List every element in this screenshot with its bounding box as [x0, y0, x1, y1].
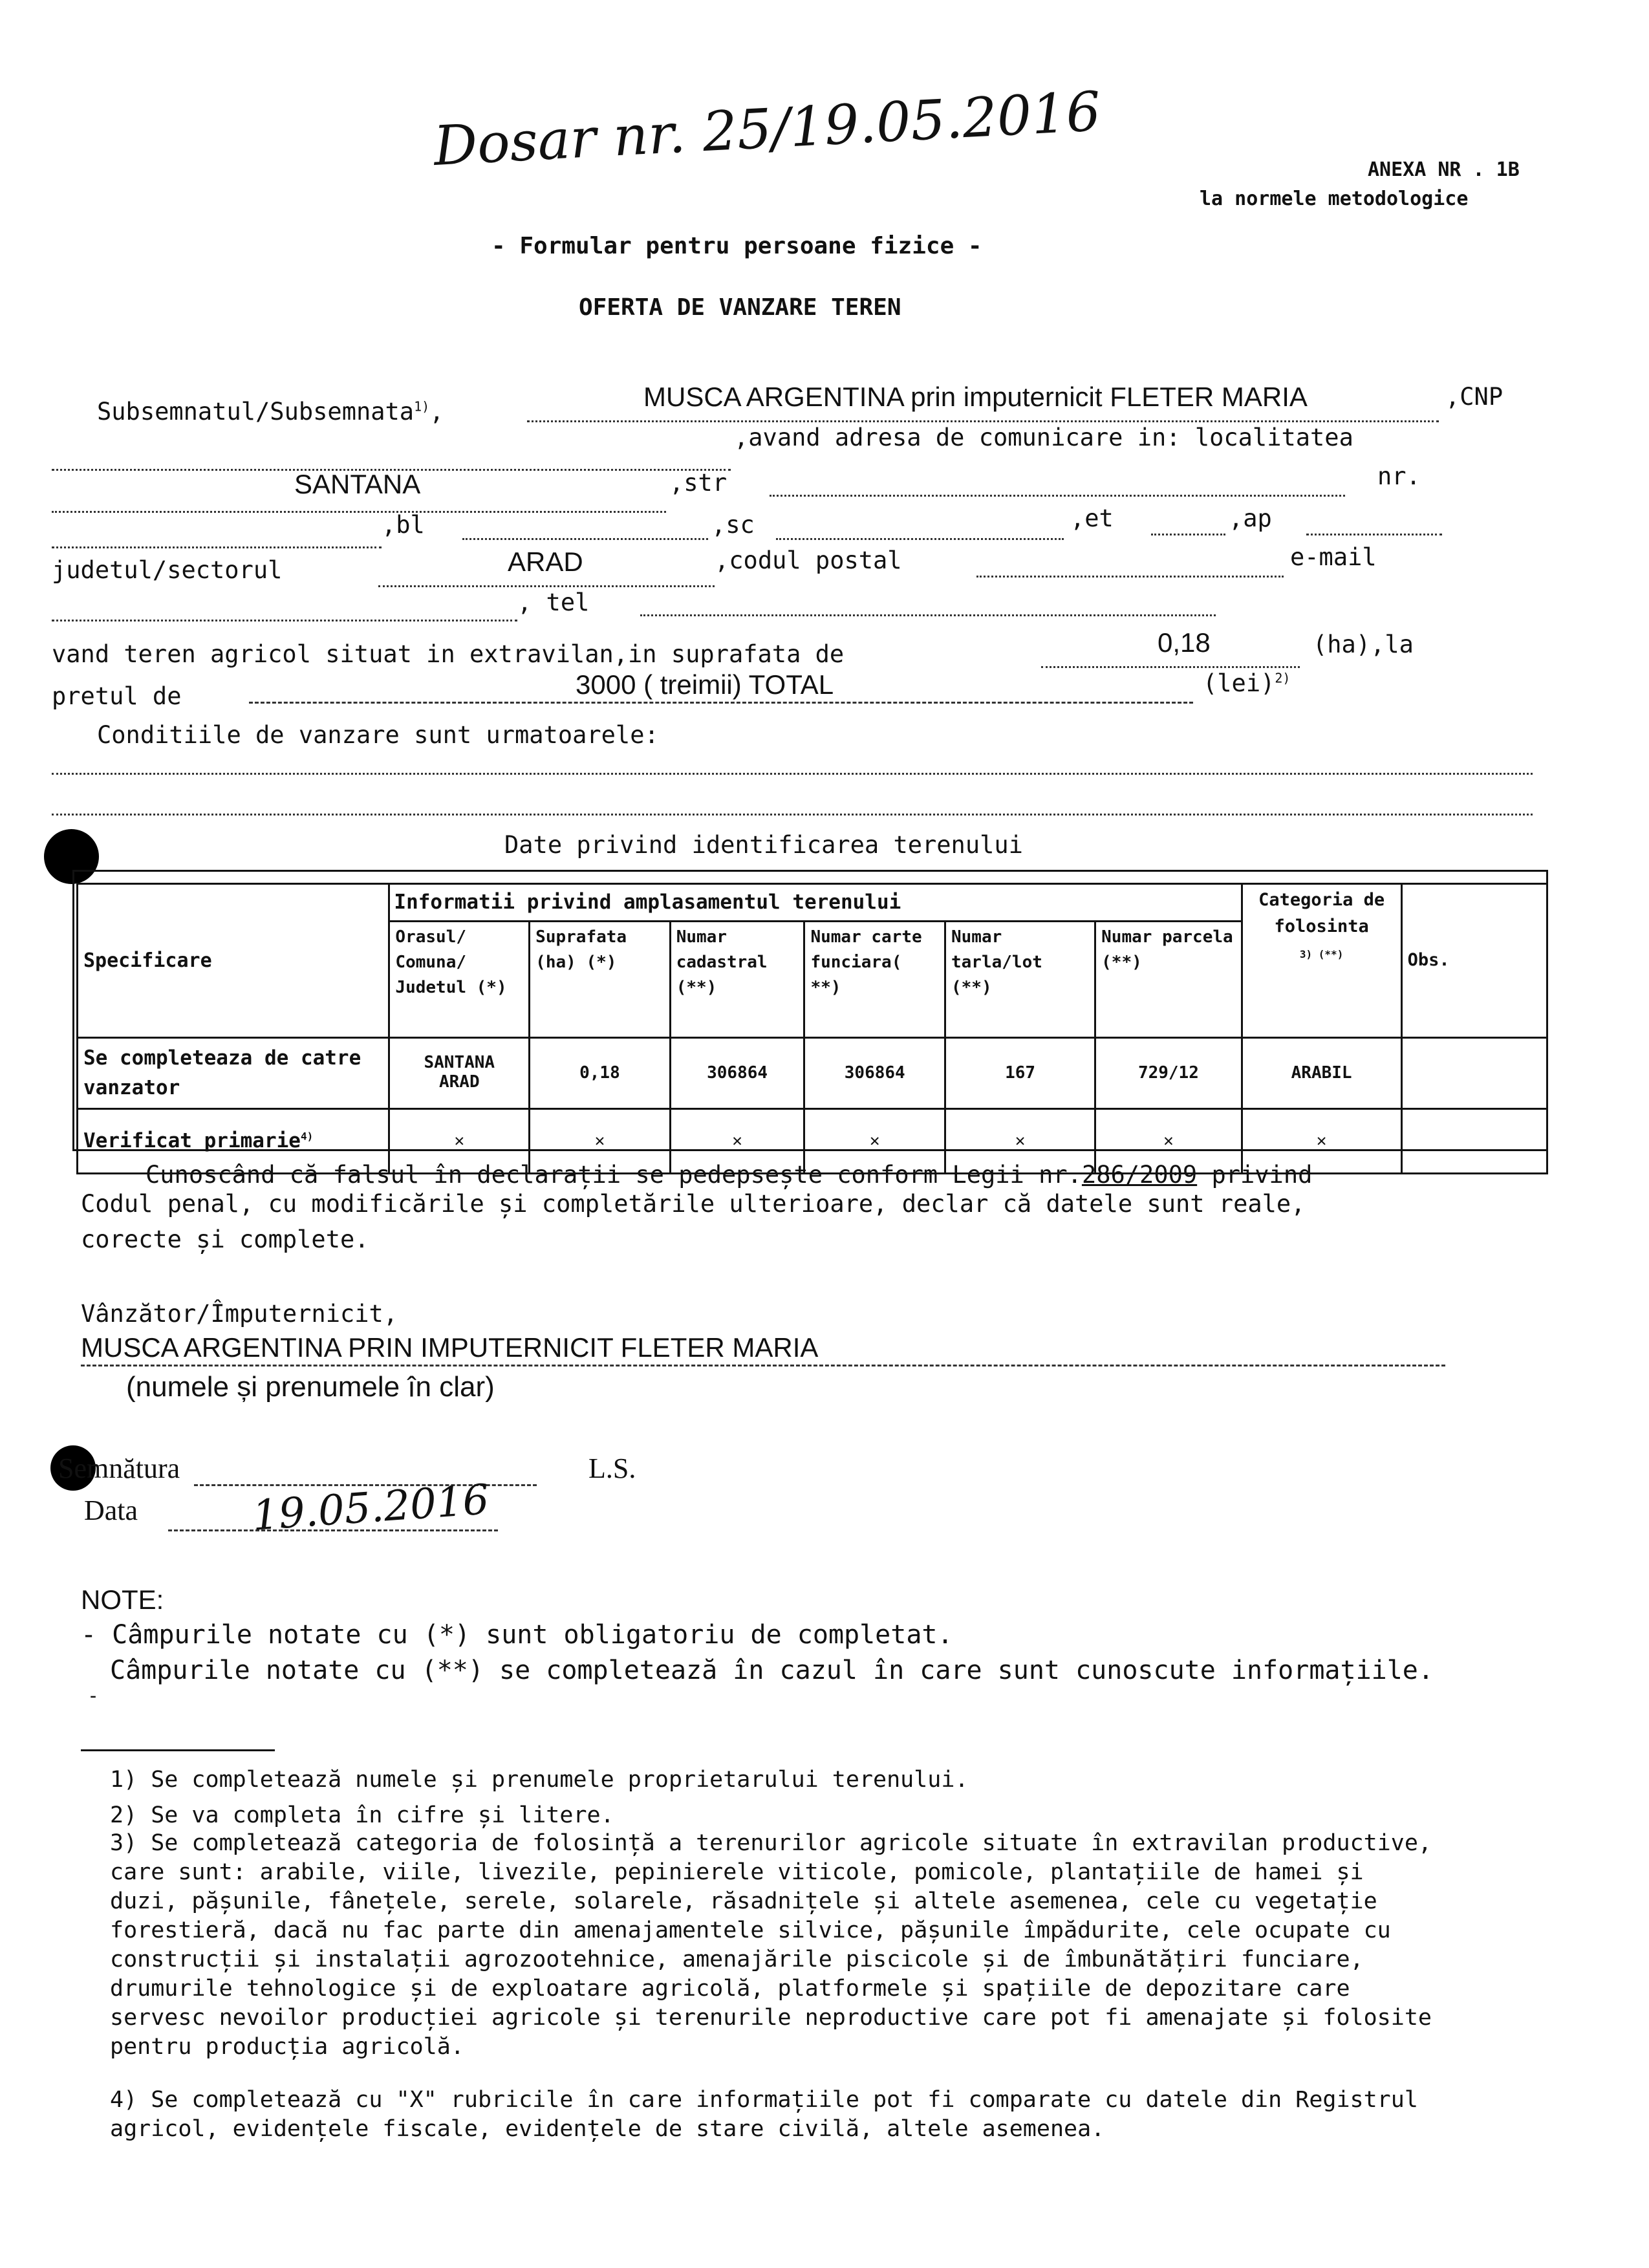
footnote-4-line: 4) Se completează cu "X" rubricile în care informațiile pot fi comparate cu datele din Registrul	[110, 2087, 1418, 2113]
footnote-2: 2) Se va completa în cifre și litere.	[110, 1802, 614, 1828]
conditii-label: Conditiile de vanzare sunt urmatoarele:	[97, 721, 659, 749]
judetul-value[interactable]: ARAD	[508, 546, 583, 577]
nr-line	[52, 546, 382, 548]
vanzator-value[interactable]: MUSCA ARGENTINA PRIN IMPUTERNICIT FLETER MARIA	[81, 1332, 819, 1363]
check-mark-cadastral[interactable]: ✕	[670, 1108, 804, 1173]
check-cell-obs[interactable]	[1401, 1108, 1547, 1173]
group-header: Informatii privind amplasamentul terenului	[389, 884, 1242, 922]
note-line-3: -	[87, 1685, 100, 1707]
footnote-3	[110, 1829, 1432, 2062]
page-title: OFERTA DE VANZARE TEREN	[579, 294, 901, 321]
footnote-separator	[81, 1749, 275, 1751]
check-mark-localitate[interactable]: ✕	[389, 1108, 530, 1173]
judetul-label: judetul/sectorul	[52, 556, 283, 584]
declaratie-line-2: Codul penal, cu modificările și completările ulterioare, declar că datele sunt reale,	[81, 1190, 1306, 1218]
ap-label: ,ap	[1229, 504, 1272, 532]
check-mark-categoria[interactable]: ✕	[1242, 1108, 1401, 1173]
et-label: ,et	[1070, 504, 1114, 532]
footnote-3-line: drumurile tehnologice și de exploatare agricolă, platformele și spațiile de depozitare care	[110, 1976, 1350, 2002]
str-line	[770, 495, 1345, 497]
cell-parcela[interactable]: 729/12	[1095, 1037, 1242, 1108]
footnote-3-line: construcții și instalații agrozootehnice, amenajările piscicole și de îmbunătățiri funciare,	[110, 1947, 1364, 1972]
cell-categoria[interactable]: ARABIL	[1242, 1037, 1401, 1108]
col-header-suprafata: Suprafata (ha) (*)	[530, 921, 671, 1037]
subsemnatul-value[interactable]: MUSCA ARGENTINA prin imputernicit FLETER MARIA	[643, 382, 1308, 412]
subsemnatul-label: Subsemnatul/Subsemnata$^{1)}$,	[97, 398, 444, 426]
cell-cadastral[interactable]: 306864	[670, 1037, 804, 1108]
tel-label: , tel	[517, 589, 590, 616]
adresa-label: ,avand adresa de comunicare in: localitatea	[734, 424, 1353, 451]
footnote-3-line: pentru producția agricolă.	[110, 2034, 464, 2060]
footnote-3-line: 3) Se completează categoria de folosință a terenurilor agricole situate în extravilan productive,	[110, 1830, 1432, 1856]
judetul-line	[378, 585, 715, 587]
footnote-4	[110, 2086, 1418, 2144]
cell-suprafata[interactable]: 0,18	[530, 1037, 671, 1108]
note-line-2: Câmpurile notate cu (**) se completează în cazul în care sunt cunoscute informațiile.	[110, 1656, 1434, 1685]
lei-label: (lei)$^{2)}$	[1203, 669, 1291, 697]
cell-obs[interactable]	[1401, 1037, 1547, 1108]
note-line-1: - Câmpurile notate cu (*) sunt obligatoriu de completat.	[81, 1620, 953, 1650]
ap-line	[1306, 534, 1442, 535]
table-caption: Date privind identificarea terenului	[504, 831, 1023, 859]
footnote-3-line: care sunt: arabile, viile, livezile, pepinierele viticole, pomicole, plantațiile de hamei și	[110, 1859, 1364, 1885]
footnote-3-line: duzi, pășunile, fânețele, serele, solarele, răsadnițele și altele asemenea, cele cu vegetație	[110, 1888, 1377, 1914]
row-label-primarie: Verificat primarie$^{4)}$	[78, 1108, 389, 1173]
bl-label: ,bl	[382, 511, 425, 539]
vanzator-label: Vânzător/Împuternicit,	[81, 1300, 398, 1328]
row-label-vanzator: Se completeaza de catre vanzator	[78, 1037, 389, 1108]
bl-line	[462, 538, 708, 540]
footnote-4-line: agricol, evidențele fiscale, evidențele de stare civilă, altele asemenea.	[110, 2116, 1105, 2142]
str-label: ,str	[669, 469, 727, 497]
ha-label: (ha),la	[1313, 631, 1414, 658]
cnp-label: ,CNP	[1445, 383, 1503, 411]
footnote-3-line: forestieră, dacă nu fac parte din amenajamentele silvice, pășunile împădurite, cele ocupate cu	[110, 1917, 1391, 1943]
suprafata-value[interactable]: 0,18	[1158, 627, 1211, 658]
footnote-3-line: servesc nevoilor producției agricole și terenurile neproductive care pot fi amenajate și folosite	[110, 2005, 1432, 2031]
declaratie-line-1: Cunoscând că falsul în declarații se pedepsește conform Legii nr.286/2009 privind	[146, 1161, 1313, 1189]
form-subtitle: - Formular pentru persoane fizice -	[491, 233, 982, 259]
conditii-line-2	[52, 814, 1533, 815]
cod-postal-label: ,codul postal	[715, 546, 902, 574]
pret-line	[249, 702, 1193, 704]
cell-tarla[interactable]: 167	[945, 1037, 1095, 1108]
cod-postal-line	[976, 576, 1284, 578]
localitatea-line	[52, 511, 666, 513]
anexa-label: ANEXA NR . 1B	[1368, 158, 1520, 181]
land-identification-table	[76, 883, 1548, 1174]
nume-note: (numele și prenumele în clar)	[126, 1371, 495, 1403]
subsemnatul-line	[527, 420, 1439, 422]
email-line	[52, 620, 517, 621]
vand-label: vand teren agricol situat in extravilan,in suprafata de	[52, 640, 845, 668]
pret-value[interactable]: 3000 ( treimii) TOTAL	[576, 669, 834, 700]
ls-label: L.S.	[588, 1453, 636, 1484]
et-line	[1151, 534, 1225, 535]
col-header-tarla: Numar tarla/lot (**)	[945, 921, 1095, 1037]
check-mark-suprafata[interactable]: ✕	[530, 1108, 671, 1173]
col-header-cadastral: Numar cadastral (**)	[670, 921, 804, 1037]
footnote-ref-2: 2)	[1275, 670, 1291, 686]
specificare-header: Specificare	[78, 884, 389, 1038]
col-header-carte-funciara: Numar carte funciara( **)	[804, 921, 945, 1037]
cell-localitate[interactable]: SANTANA ARAD	[389, 1037, 530, 1108]
nr-label: nr.	[1377, 462, 1421, 490]
col-header-parcela: Numar parcela (**)	[1095, 921, 1242, 1037]
note-title: NOTE:	[81, 1584, 164, 1615]
localitatea-value[interactable]: SANTANA	[294, 469, 421, 499]
tel-line	[640, 614, 1216, 616]
check-mark-parcela[interactable]: ✕	[1095, 1108, 1242, 1173]
normele-label: la normele metodologice	[1200, 188, 1469, 210]
email-label: e-mail	[1290, 543, 1377, 571]
lege-number: 286/2009	[1081, 1161, 1198, 1189]
semnatura-label: Semnătura	[58, 1453, 180, 1484]
data-label: Data	[84, 1495, 138, 1526]
categoria-header: Categoria de folosinta 3) (**)	[1242, 884, 1401, 1038]
check-mark-carte-funciara[interactable]: ✕	[804, 1108, 945, 1173]
handwritten-date[interactable]: 19.05.2016	[250, 1476, 491, 1540]
check-mark-tarla[interactable]: ✕	[945, 1108, 1095, 1173]
handwritten-dosar-number: Dosar nr. 25/19.05.2016	[432, 80, 1103, 178]
vanzator-line	[81, 1365, 1445, 1366]
footnote-ref-1: 1)	[414, 398, 430, 415]
sc-line	[776, 538, 1064, 540]
footnote-1: 1) Se completează numele și prenumele proprietarului terenului.	[110, 1767, 969, 1793]
suprafata-line	[1041, 666, 1300, 668]
pret-label: pretul de	[52, 682, 182, 710]
sc-label: ,sc	[711, 511, 755, 539]
cell-carte-funciara[interactable]: 306864	[804, 1037, 945, 1108]
conditii-line-1	[52, 773, 1533, 775]
obs-header: Obs.	[1401, 884, 1547, 1038]
declaratie-line-3: corecte și complete.	[81, 1226, 369, 1253]
col-header-localitate: Orasul/ Comuna/ Judetul (*)	[389, 921, 530, 1037]
